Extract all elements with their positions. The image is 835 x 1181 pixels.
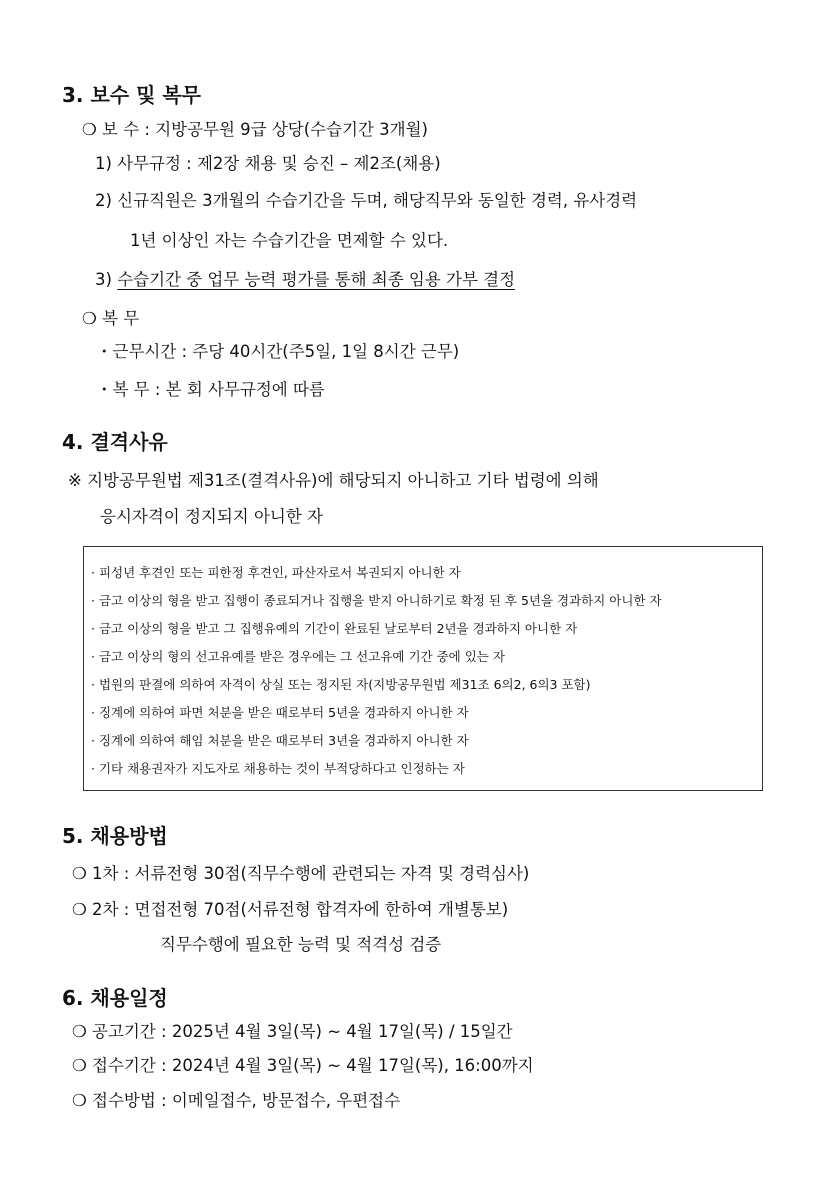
notice-period: ❍ 공고기간 : 2025년 4월 3일(목) ~ 4월 17일(목) / 15일간 (72, 1022, 513, 1041)
disqualification-item: · 징계에 의하여 해임 처분을 받은 때로부터 3년을 경과하지 아니한 자 (91, 733, 469, 748)
receipt-period: ❍ 접수기간 : 2024년 4월 3일(목) ~ 4월 17일(목), 16:00까지 (72, 1056, 534, 1075)
disqualification-item: · 피성년 후견인 또는 피한정 후견인, 파산자로서 복권되지 아니한 자 (91, 565, 461, 580)
pay-line: ❍ 보 수 : 지방공무원 9급 상당(수습기간 3개월) (82, 120, 428, 139)
second-round-cont: 직무수행에 필요한 능력 및 적격성 검증 (160, 935, 442, 954)
first-round: ❍ 1차 : 서류전형 30점(직무수행에 관련되는 자격 및 경력심사) (72, 864, 530, 883)
receipt-method: ❍ 접수방법 : 이메일접수, 방문접수, 우편접수 (72, 1091, 401, 1110)
work-hours: ・근무시간 : 주당 40시간(주5일, 1일 8시간 근무) (96, 342, 460, 361)
rule-item-3-text: 수습기간 중 업무 능력 평가를 통해 최종 임용 가부 결정 (117, 270, 516, 289)
disqualification-item: · 금고 이상의 형을 받고 그 집행유예의 기간이 완료된 날로부터 2년을 경과하지 아니한 자 (91, 621, 578, 636)
section-4-heading: 4. 결격사유 (62, 430, 168, 454)
rule-item-2: 2) 신규직원은 3개월의 수습기간을 두며, 해당직무와 동일한 경력, 유사경력 (95, 191, 638, 210)
disqualification-box (83, 546, 763, 791)
rule-item-3-number: 3) (95, 270, 112, 289)
duty-rule: ・복 무 : 본 회 사무규정에 따름 (96, 380, 325, 399)
rule-item-2-cont: 1년 이상인 자는 수습기간을 면제할 수 있다. (130, 231, 449, 250)
disqualification-note-cont: 응시자격이 정지되지 아니한 자 (100, 507, 323, 526)
disqualification-note: ※ 지방공무원법 제31조(결격사유)에 해당되지 아니하고 기타 법령에 의해 (68, 471, 599, 490)
disqualification-item: · 법원의 판결에 의하여 자격이 상실 또는 정지된 자(지방공무원법 제31조 6의2, 6의3 포함) (91, 677, 591, 692)
rule-item-1: 1) 사무규정 : 제2장 채용 및 승진 – 제2조(채용) (95, 154, 441, 173)
rule-item-3 (95, 266, 515, 290)
disqualification-item: · 금고 이상의 형의 선고유예를 받은 경우에는 그 선고유예 기간 중에 있는 자 (91, 649, 505, 664)
disqualification-item: · 징계에 의하여 파면 처분을 받은 때로부터 5년을 경과하지 아니한 자 (91, 705, 469, 720)
duty-line: ❍ 복 무 (82, 309, 140, 328)
section-3-heading: 3. 보수 및 복무 (62, 83, 202, 107)
section-6-heading: 6. 채용일정 (62, 986, 168, 1010)
disqualification-item: · 기타 채용권자가 지도자로 채용하는 것이 부적당하다고 인정하는 자 (91, 761, 465, 776)
second-round: ❍ 2차 : 면접전형 70점(서류전형 합격자에 한하여 개별통보) (72, 900, 509, 919)
section-5-heading: 5. 채용방법 (62, 824, 168, 848)
disqualification-item: · 금고 이상의 형을 받고 집행이 종료되거나 집행을 받지 아니하기로 확정 된 후 5년을 경과하지 아니한 자 (91, 593, 662, 608)
